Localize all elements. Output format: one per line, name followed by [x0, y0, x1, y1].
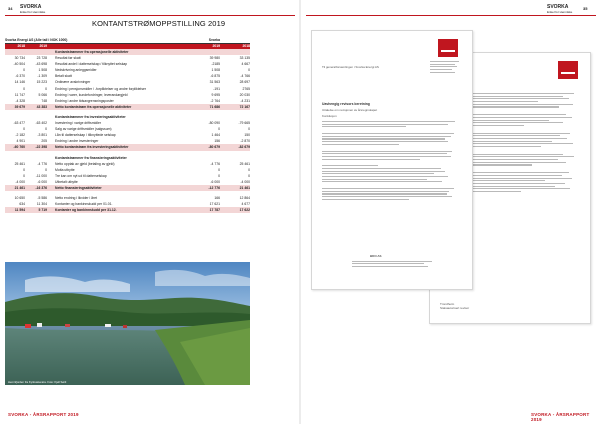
value-2018-group: 0 [248, 68, 250, 73]
row-label: Kontanter og bankinnskudd per 31.12. [55, 208, 117, 213]
value-2018-group: 0 [248, 127, 250, 132]
value-2019-group: 156 [214, 139, 220, 144]
value-2018-group: 12 864 [239, 196, 250, 201]
value-2019-company: 5 066 [38, 92, 47, 97]
column-header: 2018 [242, 44, 250, 48]
value-2018-group: 33 135 [239, 56, 250, 61]
value-2018-company: 11 747 [14, 92, 25, 97]
auditor-address-block [430, 61, 466, 74]
table-row [5, 207, 250, 213]
fjord-photo-illustration [5, 262, 250, 385]
conclusion-label: Konklusjon [322, 114, 337, 118]
page-number: 35 [583, 6, 588, 11]
row-label: Netto endring i likvider i året [55, 196, 98, 201]
value-2018-company: -6 370 [15, 74, 25, 79]
value-2018-group: -79 665 [238, 121, 250, 126]
page-title: KONTANTSTRØMOPPSTILLING 2019 [92, 19, 226, 28]
column-header: 2018 [17, 44, 25, 48]
entity-label: Svorka Energi AS (Alle tall i NOK 1000) [5, 38, 68, 42]
value-2019-company: -5 586 [37, 196, 47, 201]
row-label: Netto opptak av gjeld (betaling av gjeld) [55, 161, 115, 166]
row-label: Netto kontantstrøm fra investeringsaktiviteter [55, 145, 129, 150]
brand-name: SVORKA [547, 4, 569, 10]
value-2018-company: 0 [23, 167, 25, 172]
value-2019-company: 205 [41, 139, 47, 144]
value-2019-company: 5 719 [38, 208, 47, 213]
value-2018-group: 4 667 [241, 62, 250, 67]
row-label: Investering i varige driftsmidler [55, 121, 101, 126]
value-2018-company: -4 000 [15, 179, 25, 184]
value-2019-company: -3 801 [37, 133, 47, 138]
table-row [5, 144, 250, 150]
value-2018-group: 150 [244, 133, 250, 138]
value-2019-group: -80 679 [208, 145, 220, 150]
value-2018-group: 4 677 [241, 202, 250, 207]
value-2018-company: 0 [23, 127, 25, 132]
row-label: Kontanter og bankinnskudd per 01.01. [55, 202, 113, 207]
value-2019-company: -63 402 [35, 121, 47, 126]
value-2018-group: 25 461 [239, 161, 250, 166]
row-label: Kontantstrømmer fra investeringsaktiviteter [55, 114, 126, 119]
value-2019-group: 71 686 [209, 104, 220, 109]
value-2019-group: 1 508 [211, 68, 220, 73]
header-rule [306, 15, 596, 16]
value-2018-company: -4 328 [15, 98, 25, 103]
value-2019-group: 17 621 [209, 202, 220, 207]
value-2018-group: 72 167 [239, 104, 250, 109]
value-2018-company: 10 650 [14, 196, 25, 201]
row-label: Resultat andel i datterselskap / tilknyttet selskap [55, 62, 128, 67]
row-label: Endring i andre tidsavgrensningsposter [55, 98, 114, 103]
value-2019-group: 1 464 [211, 133, 220, 138]
row-label: Kontantstrømmer fra finansieringsaktiviteter [55, 155, 127, 160]
value-2018-company: 14 146 [14, 80, 25, 85]
left-page [0, 0, 299, 424]
value-2018-company: -60 760 [13, 145, 25, 150]
value-2018-group: 20 030 [239, 92, 250, 97]
auditor-signature-name: BDO AS [370, 254, 382, 258]
signatory-role: Statsautorisert revisor [440, 306, 470, 310]
brand-tagline: Enkel for Hemnkke [547, 10, 573, 14]
row-label: Nedskrivning anleggsmidler [55, 68, 97, 73]
value-2019-company: 0 [45, 167, 47, 172]
value-2019-group: 0 [218, 127, 220, 132]
value-2018-group: -4 231 [240, 98, 250, 103]
value-2019-company: 23 728 [36, 56, 47, 61]
value-2018-group: -4 000 [240, 179, 250, 184]
document-text-block [322, 121, 462, 202]
report-heading: Uavhengig revisors beretning [322, 102, 370, 106]
addressee: Til generalforsamlingen i Svorka Energi AS [322, 65, 379, 69]
value-2018-group: 17 622 [239, 208, 250, 213]
brand-tagline: Enkel for Hemnkke [20, 10, 46, 14]
page-number: 34 [8, 6, 13, 11]
value-2019-group: 0 [218, 167, 220, 172]
value-2018-group: -4 766 [240, 74, 250, 79]
row-label: Utbetalt utbytte [55, 179, 78, 184]
row-label: Netto kontantstrøm fra operasjonelle aktiviteter [55, 104, 132, 109]
landscape-photo [5, 262, 250, 385]
row-label: Motta utbytte [55, 167, 75, 172]
value-2019-group: -2 764 [210, 98, 220, 103]
row-label: Resultat før skatt [55, 56, 81, 61]
header-rule [5, 15, 295, 16]
photo-caption: Hemnfjorden fra Kyrksæterøra. Foto: Kjell Sørli [8, 380, 67, 384]
value-2019-company: -16 376 [35, 185, 47, 190]
value-2019-group: -2185 [211, 62, 220, 67]
column-header: 2019 [212, 44, 220, 48]
value-2019-group: 9 695 [211, 92, 220, 97]
value-2019-company: 15 223 [36, 80, 47, 85]
table-row [5, 185, 250, 191]
value-2018-company: 634 [19, 202, 25, 207]
table-body [5, 49, 250, 213]
value-2018-company: 21 461 [14, 185, 25, 190]
right-page [301, 0, 600, 424]
value-2018-company: 4 901 [16, 139, 25, 144]
value-2018-group: 0 [248, 167, 250, 172]
value-2018-company: 0 [23, 173, 25, 178]
group-label: Svorka [208, 38, 220, 42]
value-2018-company: -63 477 [13, 121, 25, 126]
row-label: Endring i varer, kundefordringer, leverandørgjeld [55, 92, 128, 97]
value-2018-group: -2 870 [240, 139, 250, 144]
table-row [5, 104, 250, 110]
auditor-logo [558, 61, 578, 79]
value-2018-group: 2765 [242, 86, 250, 91]
value-2018-group: -82 679 [238, 145, 250, 150]
value-2018-company: 30 734 [14, 56, 25, 61]
value-2018-company: 11 594 [14, 208, 25, 213]
value-2018-company: -2 182 [15, 133, 25, 138]
auditor-report-page-1 [311, 30, 473, 290]
value-2019-company: -43 698 [35, 62, 47, 67]
value-2019-group: 166 [214, 196, 220, 201]
value-2019-group: 39 980 [209, 56, 220, 61]
page-footer: SVORKA - ÅRSRAPPORT 2019 [8, 412, 79, 417]
value-2019-company: -22 398 [35, 145, 47, 150]
value-2019-company: -1 309 [37, 74, 47, 79]
row-label: Salg av varige driftsmidler (salgssum) [55, 127, 112, 132]
row-label: Tre kan om nyt ud til datterselskap [55, 173, 107, 178]
value-2019-group: -6 000 [210, 179, 220, 184]
value-2018-company: -40 504 [13, 62, 25, 67]
value-2019-group: 0 [218, 173, 220, 178]
row-label: Kontantstrømmer fra operasjonelle aktiviteter [55, 50, 129, 54]
row-label: Ordinære avskrivninger [55, 80, 91, 85]
value-2019-group: 31 563 [209, 80, 220, 85]
signatory-city: Trondheim [440, 302, 455, 306]
value-2018-company: 25 461 [14, 161, 25, 166]
value-2019-company: 1 508 [38, 68, 47, 73]
value-2019-company: 0 [45, 127, 47, 132]
value-2018-company: 39 679 [14, 104, 25, 109]
row-label: Endring i pensjonsmidler / -forpliktelser og andre forpliktelser [55, 86, 147, 91]
row-label: Lån til datterselskap / tilknyttede selskap [55, 133, 116, 138]
row-label: Netto finansieringsaktiviteter [55, 185, 102, 190]
value-2019-group: -12 776 [208, 185, 220, 190]
value-2018-group: 28 697 [239, 80, 250, 85]
row-label: Endring i andre investeringer [55, 139, 99, 144]
value-2019-company: 11 304 [36, 202, 47, 207]
value-2019-group: -191 [213, 86, 220, 91]
brand-name: SVORKA [20, 4, 42, 10]
value-2019-group: -4 776 [210, 161, 220, 166]
value-2019-group: -80 090 [208, 121, 220, 126]
footer-text-block [352, 261, 432, 268]
value-2018-group: 0 [248, 173, 250, 178]
value-2019-company: 0 [45, 86, 47, 91]
value-2019-company: 748 [41, 98, 47, 103]
value-2018-company: 0 [23, 68, 25, 73]
value-2019-company: -6 000 [37, 179, 47, 184]
cash-flow-table [5, 38, 250, 213]
value-2019-company: -11 000 [35, 173, 47, 178]
value-2019-company: -4 776 [37, 161, 47, 166]
column-header: 2019 [39, 44, 47, 48]
value-2019-company: 43 383 [36, 104, 47, 109]
row-label: Betalt skatt [55, 74, 72, 79]
report-subheading: Uttalelse om revisjonen av årsregnskapet [322, 108, 378, 112]
value-2019-group: -6 875 [210, 74, 220, 79]
value-2018-company: 0 [23, 86, 25, 91]
value-2018-group: 21 461 [239, 185, 250, 190]
page-footer: SVORKA - ÅRSRAPPORT 2019 [531, 412, 590, 422]
value-2019-group: 17 787 [209, 208, 220, 213]
auditor-logo [438, 39, 458, 57]
